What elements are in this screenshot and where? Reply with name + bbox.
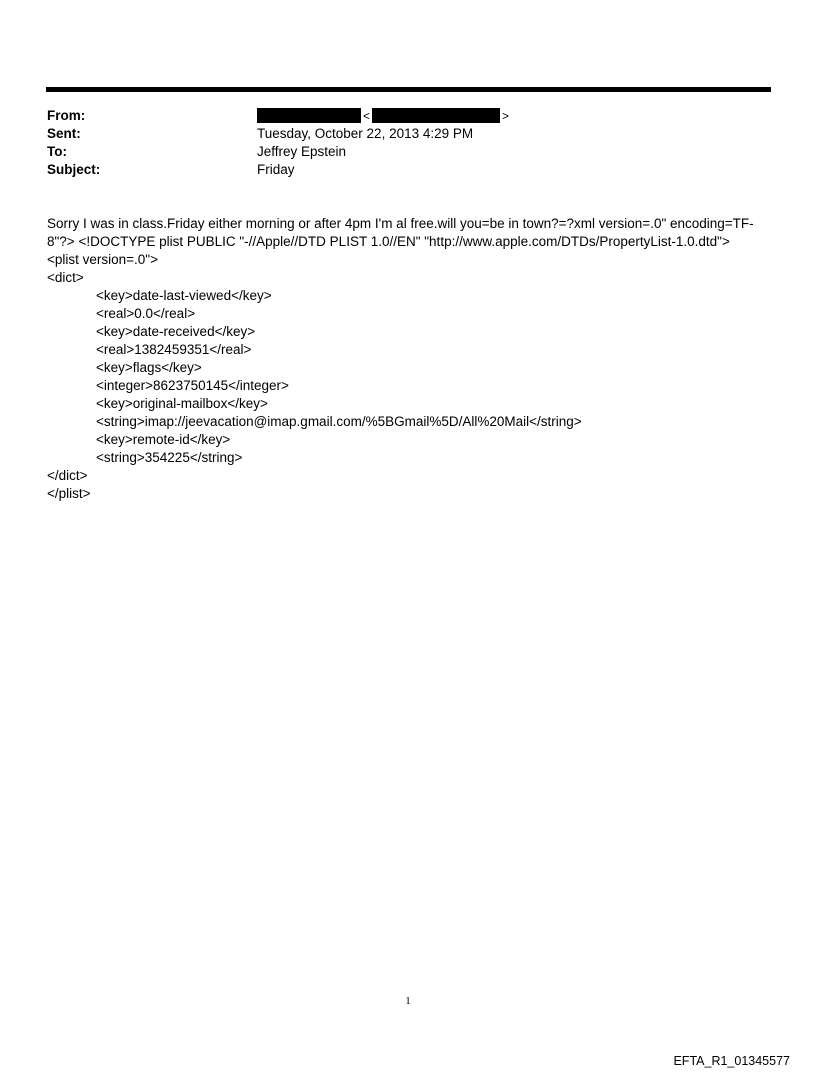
close-bracket: >: [502, 109, 510, 123]
page-number: 1: [405, 995, 411, 1007]
header-divider: [46, 87, 771, 92]
body-line: </dict>: [47, 468, 88, 483]
body-line: <real>0.0</real>: [96, 306, 196, 321]
open-bracket: <: [363, 109, 371, 123]
body-line: <string>imap://jeevacation@imap.gmail.com/%5BGmail%5D/All%20Mail</string>: [96, 414, 582, 429]
from-row: [47, 107, 767, 125]
body-line: 8"?> <!DOCTYPE plist PUBLIC "-//Apple//DTD PLIST 1.0//EN" "http://www.apple.com/DTDs/PropertyList-1.0.dtd">: [47, 234, 730, 249]
email-header: [47, 107, 767, 179]
redacted-sender-name: [257, 108, 361, 123]
sent-label: Sent:: [47, 126, 81, 141]
body-line: Sorry I was in class.Friday either morning or after 4pm I'm al free.will you=be in town?=?xml version=.0" encoding=TF-: [47, 216, 754, 231]
body-line: <dict>: [47, 270, 84, 285]
to-label: To:: [47, 144, 67, 159]
body-line: <key>original-mailbox</key>: [96, 396, 268, 411]
body-line: <key>date-received</key>: [96, 324, 256, 339]
sent-value: Tuesday, October 22, 2013 4:29 PM: [257, 126, 474, 141]
email-body: [47, 215, 762, 503]
from-label: From:: [47, 108, 86, 123]
to-value: Jeffrey Epstein: [257, 144, 347, 159]
body-line: <key>date-last-viewed</key>: [96, 288, 272, 303]
body-line: <key>remote-id</key>: [96, 432, 231, 447]
body-line: <integer>8623750145</integer>: [96, 378, 289, 393]
subject-value: Friday: [257, 162, 295, 177]
body-line: <plist version=.0">: [47, 252, 158, 267]
body-line: <string>354225</string>: [96, 450, 243, 465]
body-line: <key>flags</key>: [96, 360, 202, 375]
to-row: [47, 143, 767, 161]
sent-row: [47, 125, 767, 143]
redacted-sender-email: [372, 108, 500, 123]
body-line: <real>1382459351</real>: [96, 342, 252, 357]
bates-number: EFTA_R1_01345577: [673, 1054, 790, 1068]
from-value: [257, 107, 767, 125]
subject-row: [47, 161, 767, 179]
subject-label: Subject:: [47, 162, 101, 177]
body-line: </plist>: [47, 486, 91, 501]
